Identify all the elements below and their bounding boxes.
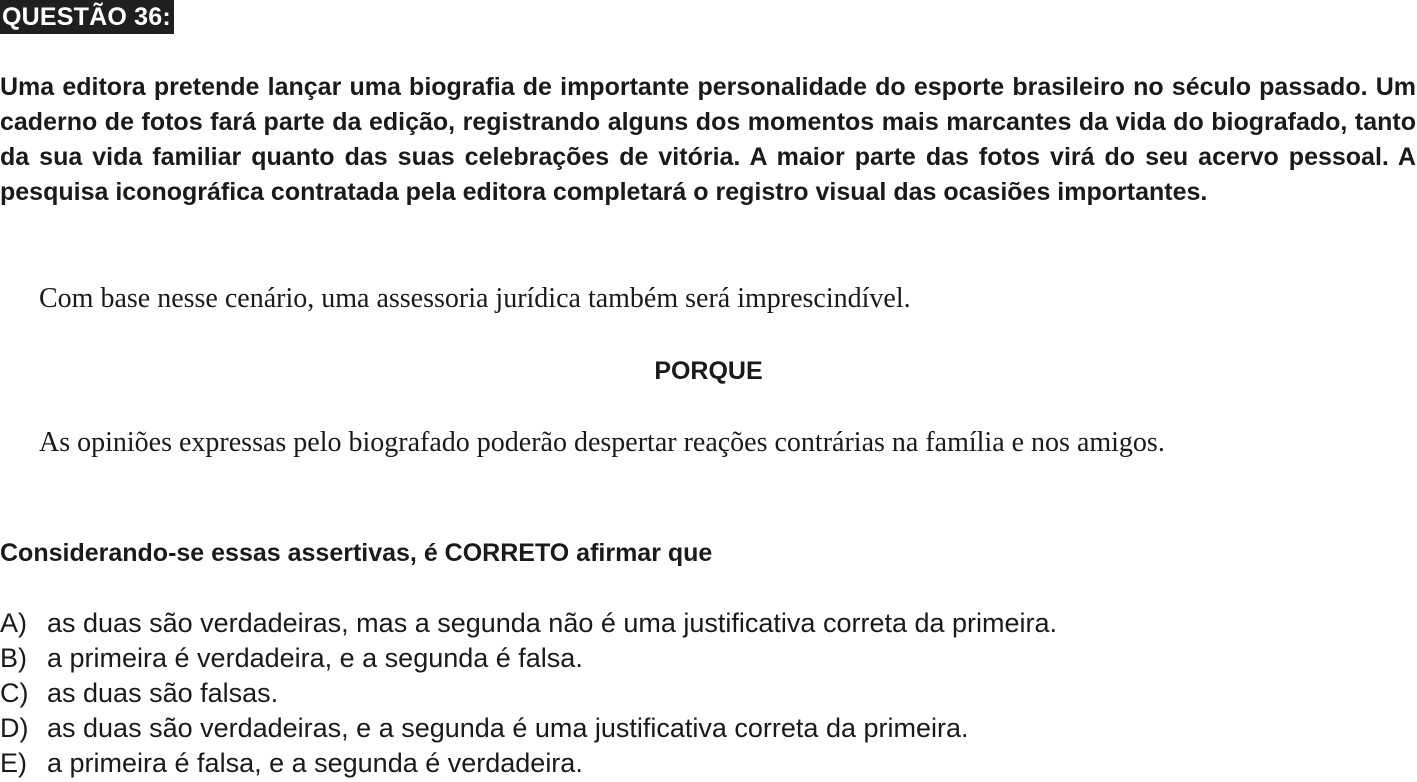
first-assertion: Com base nesse cenário, uma assessoria jurídica também será imprescindível.	[39, 283, 911, 314]
option-letter: C)	[0, 678, 29, 708]
option-text: as duas são falsas.	[47, 678, 279, 708]
option-b[interactable]	[0, 641, 1057, 676]
option-d[interactable]	[0, 711, 1057, 746]
option-letter: E)	[0, 748, 27, 778]
porque-connective: PORQUE	[654, 357, 763, 385]
option-letter: D)	[0, 713, 29, 743]
question-prompt: Considerando-se essas assertivas, é CORRETO afirmar que	[0, 539, 713, 567]
option-e[interactable]	[0, 746, 1057, 781]
option-a[interactable]	[0, 606, 1057, 641]
option-text: as duas são verdadeiras, mas a segunda não é uma justificativa correta da primeira.	[47, 608, 1058, 638]
option-text: a primeira é falsa, e a segunda é verdadeira.	[47, 748, 583, 778]
option-text: a primeira é verdadeira, e a segunda é falsa.	[47, 643, 583, 673]
option-letter: B)	[0, 643, 27, 673]
option-c[interactable]	[0, 676, 1057, 711]
option-letter: A)	[0, 608, 27, 638]
question-statement: Uma editora pretende lançar uma biografia de importante personalidade do esporte brasileiro no século passado. Um caderno de fotos fará parte da edição, registrando alguns dos momentos mais marcantes da vida do biografado, tanto da sua vida familiar quanto das suas celebrações de vitória. A maior parte das fotos virá do seu acervo pessoal. A pesquisa iconográfica contratada pela editora completará o registro visual das ocasiões importantes.	[0, 73, 1416, 206]
option-text: as duas são verdadeiras, e a segunda é uma justificativa correta da primeira.	[47, 713, 969, 743]
second-assertion: As opiniões expressas pelo biografado poderão despertar reações contrárias na família e nos amigos.	[39, 427, 1165, 458]
answer-options	[0, 606, 1057, 781]
question-number: QUESTÃO 36:	[0, 0, 174, 34]
